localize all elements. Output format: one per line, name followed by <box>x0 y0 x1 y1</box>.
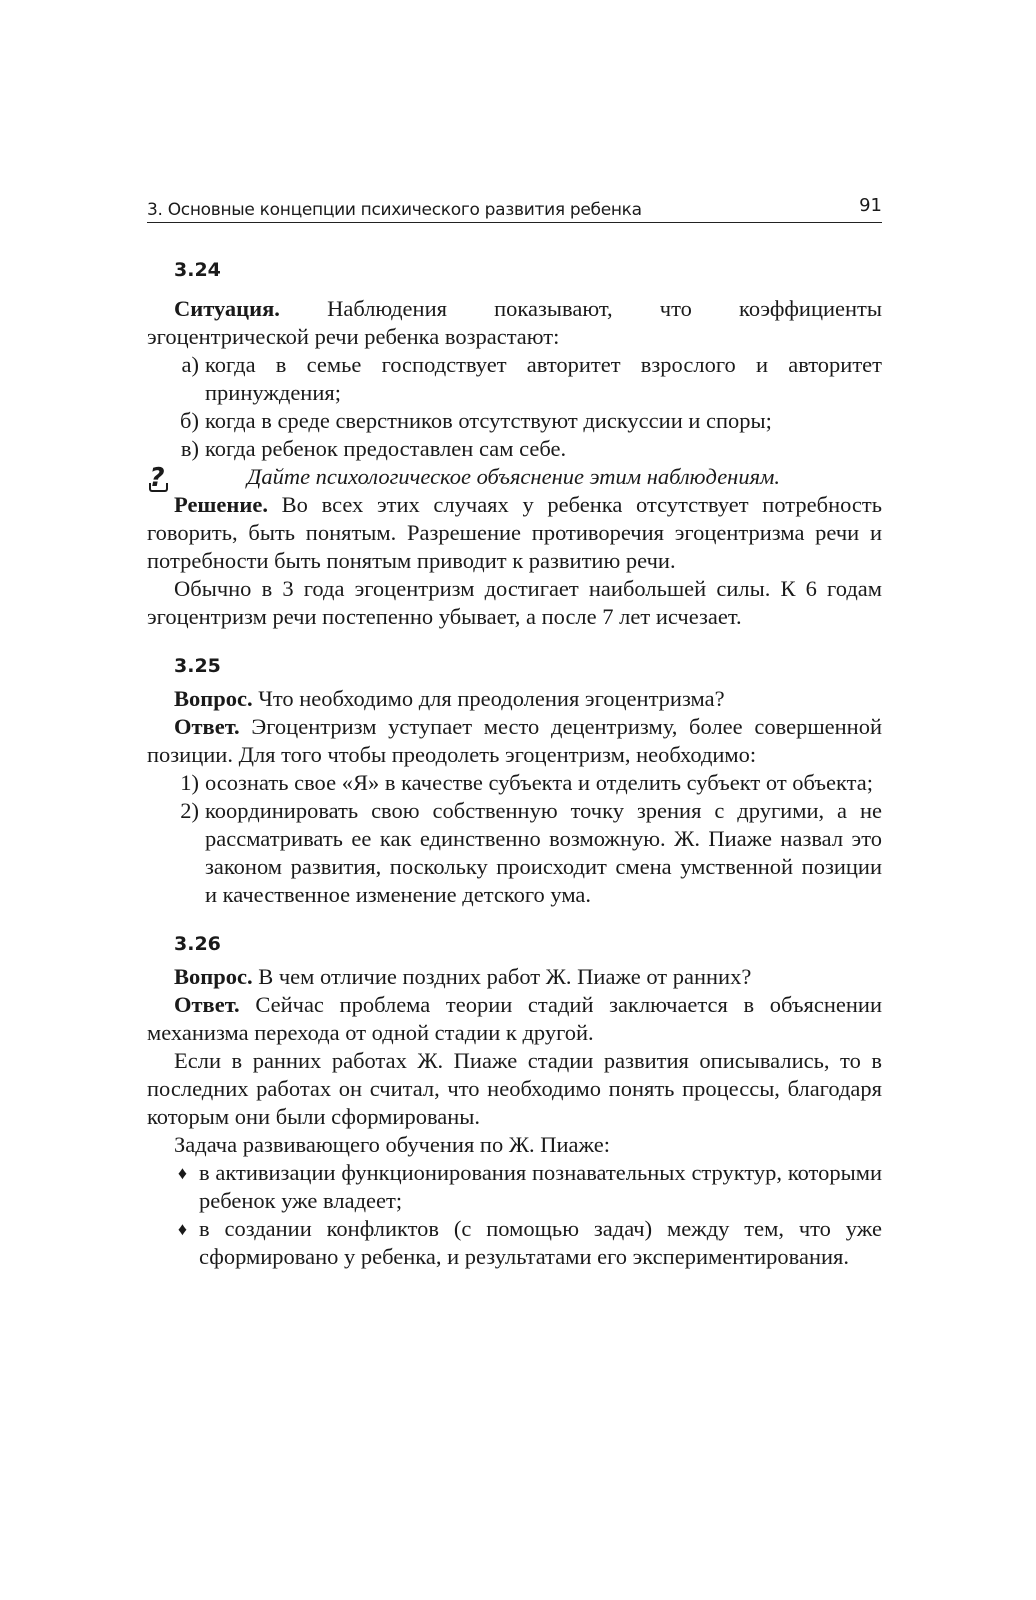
situation-text: Наблюдения показывают, что коэффициенты эгоцентрической речи ребенка возрастают: <box>147 296 882 349</box>
list-item-text: когда ребенок предоставлен сам себе. <box>205 436 567 461</box>
running-head <box>147 190 882 223</box>
book-page <box>147 190 882 1271</box>
question-label: Вопрос. <box>174 686 253 711</box>
question-label: Вопрос. <box>174 964 253 989</box>
section-number-3-25: 3.25 <box>174 655 221 677</box>
page-number: 91 <box>859 195 882 216</box>
answer-text: Сейчас проблема теории стадий заключается в объяснении механизма перехода от одной стадии к другой. <box>147 992 882 1045</box>
solution-text: Во всех этих случаях у ребенка отсутствует потребность говорить, быть понятым. Разрешение противоречия эгоцентризма речи и потребности быть понятым приводит к развитию речи. <box>147 492 882 573</box>
answer-paragraph <box>147 713 882 769</box>
list-marker: б) <box>180 408 199 433</box>
task-text: Дайте психологическое объяснение этим наблюдениям. <box>247 464 781 489</box>
list-item-text: координировать свою собственную точку зрения с другими, а не рассматривать ее как единственно возможную. Ж. Пиаже назвал это законом развития, поскольку происходит смена умственной позиции и качественное изменение детского ума. <box>205 798 882 907</box>
answer-label: Ответ. <box>174 992 240 1017</box>
list-marker: 1) <box>180 770 199 795</box>
solution-paragraph <box>147 491 882 575</box>
bullet-item-text: в активизации функционирования познавательных структур, которыми ребенок уже владеет; <box>199 1160 882 1213</box>
page-content <box>147 223 882 1271</box>
situation-paragraph <box>147 295 882 351</box>
list-marker: в) <box>180 436 199 461</box>
bullet-item <box>147 1215 882 1271</box>
answer-paragraph <box>147 991 882 1047</box>
question-paragraph <box>147 685 882 713</box>
answer-label: Ответ. <box>174 714 240 739</box>
task-line <box>147 463 882 491</box>
situation-label: Ситуация. <box>174 296 280 321</box>
list-marker: 2) <box>180 798 199 823</box>
bullet-item-text: в создании конфликтов (с помощью задач) между тем, что уже сформировано у ребенка, и результатами его экспериментирования. <box>199 1216 882 1269</box>
list-item <box>147 797 882 909</box>
diamond-bullet-icon: ♦ <box>177 1219 187 1239</box>
list-marker: а) <box>181 352 199 377</box>
list-item-text: когда в среде сверстников отсутствуют дискуссии и споры; <box>205 408 772 433</box>
body-paragraph: Обычно в 3 года эгоцентризм достигает наибольшей силы. К 6 годам эгоцентризм речи постепенно убывает, а после 7 лет исчезает. <box>147 576 882 629</box>
list-item <box>147 435 882 463</box>
list-item-text: осознать свое «Я» в качестве субъекта и отделить субъект от объекта; <box>205 770 874 795</box>
body-paragraph: Если в ранних работах Ж. Пиаже стадии развития описывались, то в последних работах он считал, что необходимо понять процессы, благодаря которым они были сформированы. <box>147 1048 882 1129</box>
answer-text: Эгоцентризм уступает место децентризму, более совершенной позиции. Для того чтобы преодолеть эгоцентризм, необходимо: <box>147 714 883 767</box>
question-text: В чем отличие поздних работ Ж. Пиаже от ранних? <box>258 964 752 989</box>
solution-label: Решение. <box>174 492 268 517</box>
question-text: Что необходимо для преодоления эгоцентризма? <box>258 686 725 711</box>
question-mark-icon: ? <box>145 464 169 492</box>
section-number-3-26: 3.26 <box>174 933 221 955</box>
list-item-text: когда в семье господствует авторитет взрослого и авторитет принуждения; <box>205 352 882 405</box>
list-item <box>147 769 882 797</box>
body-paragraph: Задача развивающего обучения по Ж. Пиаже: <box>174 1132 611 1157</box>
list-item <box>147 351 882 407</box>
section-number-3-24: 3.24 <box>174 259 221 281</box>
running-title: 3. Основные концепции психического развития ребенка <box>147 200 642 220</box>
question-paragraph <box>147 963 882 991</box>
list-item <box>147 407 882 435</box>
bullet-item <box>147 1159 882 1215</box>
diamond-bullet-icon: ♦ <box>177 1163 187 1183</box>
